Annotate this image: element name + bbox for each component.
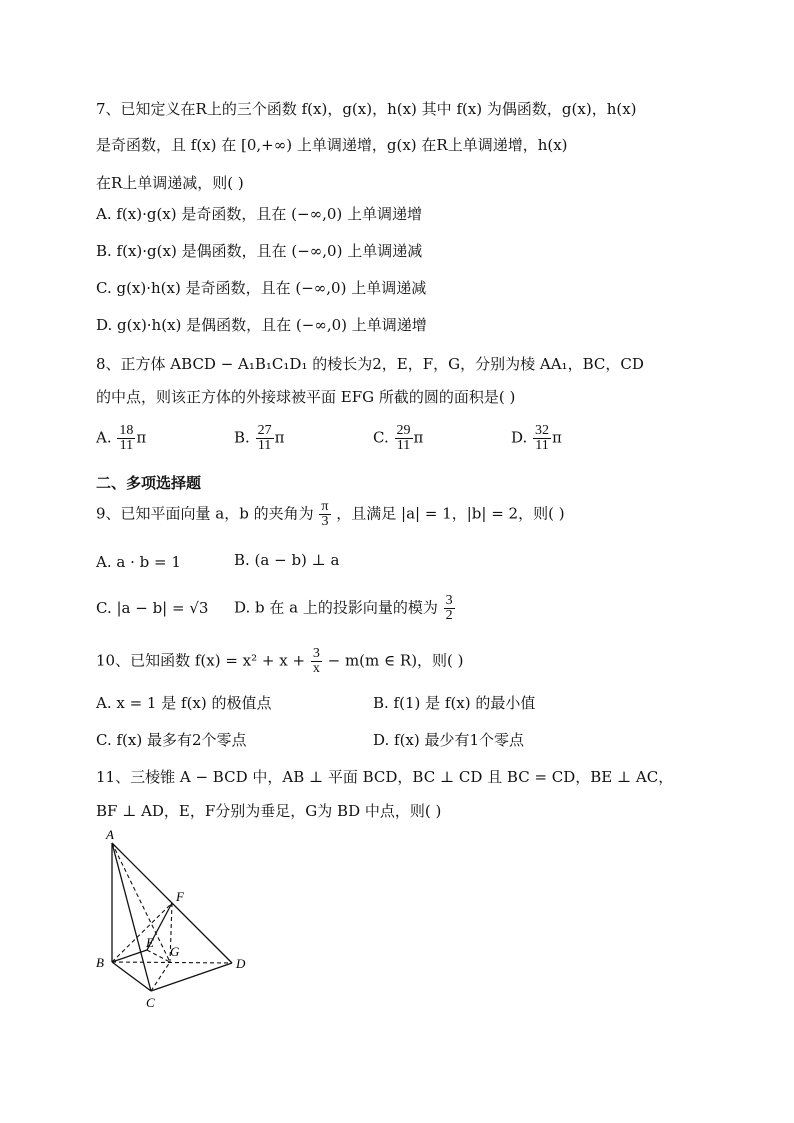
q7-option-b: B. f(x)·g(x) 是偶函数，且在 (−∞,0) 上单调递减 bbox=[96, 242, 423, 260]
q10-option-b: B. f(1) 是 f(x) 的最小值 bbox=[373, 694, 536, 712]
edge-bd-hidden bbox=[112, 962, 232, 963]
fraction bbox=[256, 424, 274, 453]
section-heading-multiple-choice: 二、多项选择题 bbox=[96, 474, 202, 492]
q9-stem-post: ，且满足 |a| = 1，|b| = 2，则( ) bbox=[336, 504, 565, 523]
point-label-f: F bbox=[176, 889, 184, 904]
q10-option-c: C. f(x) 最多有2个零点 bbox=[96, 731, 247, 749]
q10-option-a: A. x = 1 是 f(x) 的极值点 bbox=[96, 694, 272, 712]
q9-option-d bbox=[234, 594, 456, 623]
q7-line-2: 是奇函数，且 f(x) 在 [0,+∞) 上单调递增，g(x) 在R上单调递增，h(x) bbox=[96, 136, 568, 154]
segment-bf-hidden bbox=[112, 903, 172, 962]
option-label: D. bbox=[511, 428, 528, 447]
q8-option-c bbox=[373, 424, 423, 453]
q11-line-2: BF ⊥ AD，E，F分别为垂足，G为 BD 中点，则( ) bbox=[96, 802, 442, 820]
point-label-g: G bbox=[170, 944, 180, 959]
q7-option-c: C. g(x)·h(x) 是奇函数，且在 (−∞,0) 上单调递减 bbox=[96, 279, 427, 297]
fraction bbox=[444, 594, 455, 623]
point-label-d: D bbox=[236, 956, 246, 971]
numerator: 18 bbox=[119, 423, 134, 438]
point-label-c: C bbox=[146, 995, 155, 1010]
denominator: 11 bbox=[119, 438, 134, 453]
q10-stem-pre: 10、已知函数 f(x) = x² + x + bbox=[96, 651, 306, 670]
option-label: B. bbox=[234, 428, 250, 447]
q9-option-a: A. a · b = 1 bbox=[96, 553, 181, 571]
denominator: 11 bbox=[396, 438, 411, 453]
fraction bbox=[395, 424, 413, 453]
denominator: 2 bbox=[445, 608, 453, 623]
q7-option-a: A. f(x)·g(x) 是奇函数，且在 (−∞,0) 上单调递增 bbox=[96, 205, 423, 223]
q8-option-a bbox=[96, 424, 146, 453]
q8-option-b bbox=[234, 424, 284, 453]
q10-stem bbox=[96, 647, 464, 676]
pi-symbol: π bbox=[413, 428, 424, 447]
denominator: 11 bbox=[257, 438, 272, 453]
q9-stem-pre: 9、已知平面向量 a，b 的夹角为 bbox=[96, 504, 314, 523]
numerator: 29 bbox=[396, 423, 411, 438]
option-label: A. bbox=[96, 428, 112, 447]
q8-option-d bbox=[511, 424, 562, 453]
option-label: C. bbox=[373, 428, 389, 447]
denominator: x bbox=[312, 661, 320, 676]
numerator: 32 bbox=[535, 423, 550, 438]
segment-eg-hidden bbox=[147, 950, 170, 962]
segment-cg-hidden bbox=[151, 962, 170, 991]
pi-symbol: π bbox=[136, 428, 147, 447]
fraction bbox=[533, 424, 551, 453]
q7-line-1: 7、已知定义在R上的三个函数 f(x)，g(x)，h(x) 其中 f(x) 为偶函数，g(x)，h(x) bbox=[96, 100, 637, 118]
numerator: π bbox=[321, 499, 329, 514]
segment-ag-hidden bbox=[112, 843, 170, 962]
q9-option-c: C. |a − b| = √3 bbox=[96, 599, 209, 617]
q10-stem-post: − m(m ∈ R)，则( ) bbox=[327, 651, 464, 670]
fraction bbox=[311, 647, 322, 676]
denominator: 11 bbox=[535, 438, 549, 453]
q8-line-2: 的中点，则该正方体的外接球被平面 EFG 所截的圆的面积是( ) bbox=[96, 388, 516, 406]
denominator: 3 bbox=[321, 514, 329, 529]
edge-ac bbox=[112, 843, 151, 991]
numerator: 27 bbox=[257, 423, 272, 438]
point-label-a: A bbox=[106, 827, 114, 842]
fraction bbox=[117, 424, 135, 453]
q7-line-3: 在R上单调递减，则( ) bbox=[96, 174, 244, 192]
q11-line-1: 11、三棱锥 A − BCD 中，AB ⊥ 平面 BCD，BC ⊥ CD 且 BC = CD，BE ⊥ AC， bbox=[96, 768, 674, 786]
point-label-e: E bbox=[146, 935, 154, 950]
q9-option-b: B. (a − b) ⊥ a bbox=[234, 551, 340, 569]
q9-stem bbox=[96, 500, 565, 529]
q7-option-d: D. g(x)·h(x) 是偶函数，且在 (−∞,0) 上单调递增 bbox=[96, 316, 427, 334]
numerator: 3 bbox=[445, 593, 453, 608]
pi-symbol: π bbox=[552, 428, 562, 447]
edge-cd bbox=[151, 963, 232, 991]
q10-option-d: D. f(x) 最少有1个零点 bbox=[373, 731, 525, 749]
tetrahedron-figure bbox=[90, 825, 260, 1015]
pi-symbol: π bbox=[274, 428, 285, 447]
numerator: 3 bbox=[312, 646, 320, 661]
angle-fraction bbox=[319, 500, 330, 529]
point-label-b: B bbox=[96, 955, 104, 970]
q9-option-d-text: D. b 在 a 上的投影向量的模为 bbox=[234, 598, 438, 617]
q8-line-1: 8、正方体 ABCD − A₁B₁C₁D₁ 的棱长为2，E，F，G，分别为棱 AA₁，BC，CD bbox=[96, 355, 644, 373]
